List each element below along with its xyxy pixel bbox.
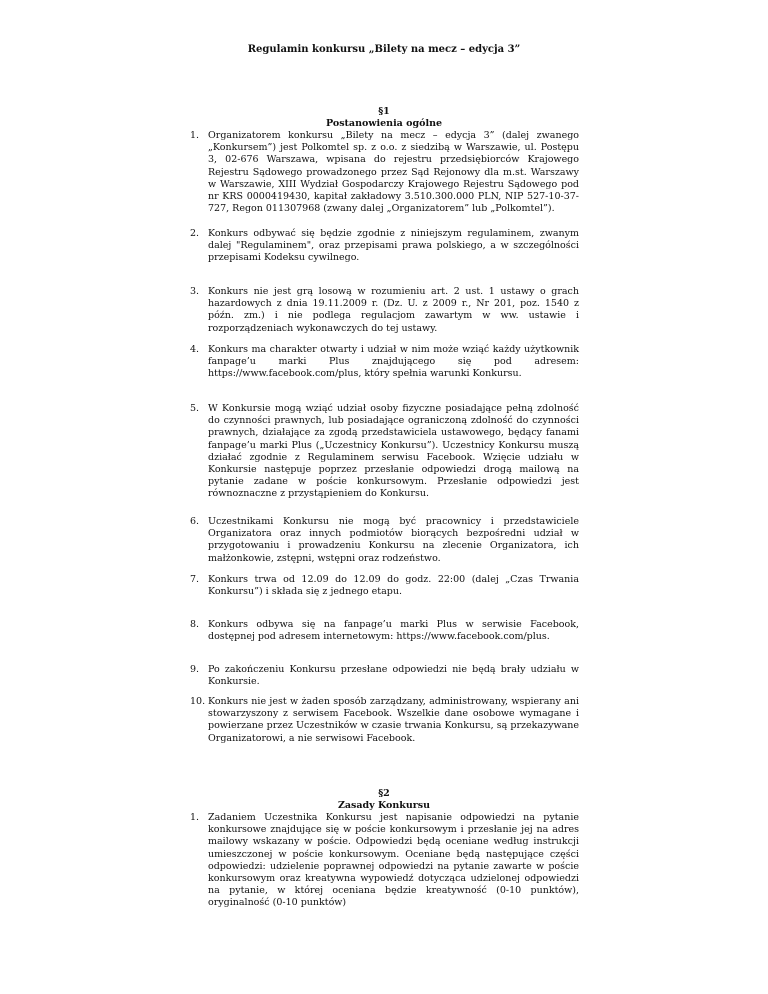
item-number: 6. <box>190 516 200 527</box>
item-text: Zadaniem Uczestnika Konkursu jest napisanie odpowiedzi na pytanie konkursowe znajdujące się w poście konkursowym i przesłanie jej na adres mailowy wskazany w poście. Odpowiedzi będą oceniane według instrukcji umieszczonej w poście konkursowym. Oceniane będą następujące części odpowiedzi: udzielenie poprawnej odpowiedzi na pytanie zawarte w poście konkursowym oraz kreatywna wypowiedź dotycząca udzielonej odpowiedzi na pytanie, w której oceniana będzie kreatywność (0-10 punktów), oryginalność (0-10 punktów) <box>208 812 579 909</box>
item-text: W Konkursie mogą wziąć udział osoby fizyczne posiadające pełną zdolność do czynności prawnych, lub posiadające ograniczoną zdolność do czynności prawnych, działające za zgodą przedstawiciela ustawowego, będący fanami fanpage’u marki Plus („Uczestnicy Konkursu”). Uczestnicy Konkursu muszą działać zgodnie z Regulaminem serwisu Facebook. Wzięcie udziału w Konkursie następuje poprzez przesłanie odpowiedzi drogą mailową na pytanie zadane w poście konkursowym. Przesłanie odpowiedzi jest równoznaczne z przystąpieniem do Konkursu. <box>208 403 579 500</box>
section-1-heading <box>0 106 768 130</box>
item-number: 2. <box>190 228 200 239</box>
item-text: Konkurs ma charakter otwarty i udział w nim może wziąć każdy użytkownik fanpage’u marki Plus znajdującego się pod adresem: https://www.facebook.com/plus, który spełnia warunki Konkursu. <box>208 344 579 380</box>
item-number: 1. <box>190 812 200 823</box>
item-number: 5. <box>190 403 200 414</box>
item-number: 8. <box>190 619 200 630</box>
document-title: Regulamin konkursu „Bilety na mecz – edycja 3” <box>247 44 521 55</box>
item-number: 4. <box>190 344 200 355</box>
item-text: Uczestnikami Konkursu nie mogą być pracownicy i przedstawiciele Organizatora oraz innych podmiotów biorących bezpośredni udział w przygotowaniu i prowadzeniu Konkursu na zlecenie Organizatora, ich małżonkowie, zstępni, wstępni oraz rodzeństwo. <box>208 516 579 564</box>
item-number: 7. <box>190 574 200 585</box>
item-number: 10. <box>190 696 206 707</box>
item-text: Konkurs trwa od 12.09 do 12.09 do godz. 22:00 (dalej „Czas Trwania Konkursu”) i składa się z jednego etapu. <box>208 574 579 598</box>
item-number: 3. <box>190 286 200 297</box>
item-text: Konkurs odbywać się będzie zgodnie z niniejszym regulaminem, zwanym dalej "Regulaminem", oraz przepisami prawa polskiego, a w szczególności przepisami Kodeksu cywilnego. <box>208 228 579 264</box>
section-2-heading <box>0 788 768 812</box>
section-1-symbol: §1 <box>378 106 390 117</box>
section-1-title: Postanowienia ogólne <box>325 118 443 130</box>
item-text: Konkurs nie jest grą losową w rozumieniu art. 2 ust. 1 ustawy o grach hazardowych z dnia 19.11.2009 r. (Dz. U. z 2009 r., Nr 201, poz. 1540 z późn. zm.) i nie podlega regulacjom zawartym w ww. ustawie i rozporządzeniach wykonawczych do tej ustawy. <box>208 286 579 334</box>
item-text: Konkurs nie jest w żaden sposób zarządzany, administrowany, wspierany ani stowarzyszony z serwisem Facebook. Wszelkie dane osobowe wymagane i powierzane przez Uczestników w czasie trwania Konkursu, są przekazywane Organizatorowi, a nie serwisowi Facebook. <box>208 696 579 744</box>
item-number: 9. <box>190 664 200 675</box>
section-2-title: Zasady Konkursu <box>337 800 431 812</box>
item-text: Konkurs odbywa się na fanpage’u marki Plus w serwisie Facebook, dostępnej pod adresem internetowym: https://www.facebook.com/plus. <box>208 619 579 643</box>
item-text: Organizatorem konkursu „Bilety na mecz – edycja 3” (dalej zwanego „Konkursem”) jest Polkomtel sp. z o.o. z siedzibą w Warszawie, ul. Postępu 3, 02-676 Warszawa, wpisana do rejestru przedsiębiorców Krajowego Rejestru Sądowego prowadzonego przez Sąd Rejonowy dla m.st. Warszawy w Warszawie, XIII Wydział Gospodarczy Krajowego Rejestru Sądowego pod nr KRS 0000419430, kapitał zakładowy 3.510.300.000 PLN, NIP 527-10-37-727, Regon 011307968 (zwany dalej „Organizatorem” lub „Polkomtel”). <box>208 130 579 215</box>
item-text: Po zakończeniu Konkursu przesłane odpowiedzi nie będą brały udziału w Konkursie. <box>208 664 579 688</box>
section-2-symbol: §2 <box>378 788 390 799</box>
item-number: 1. <box>190 130 200 141</box>
